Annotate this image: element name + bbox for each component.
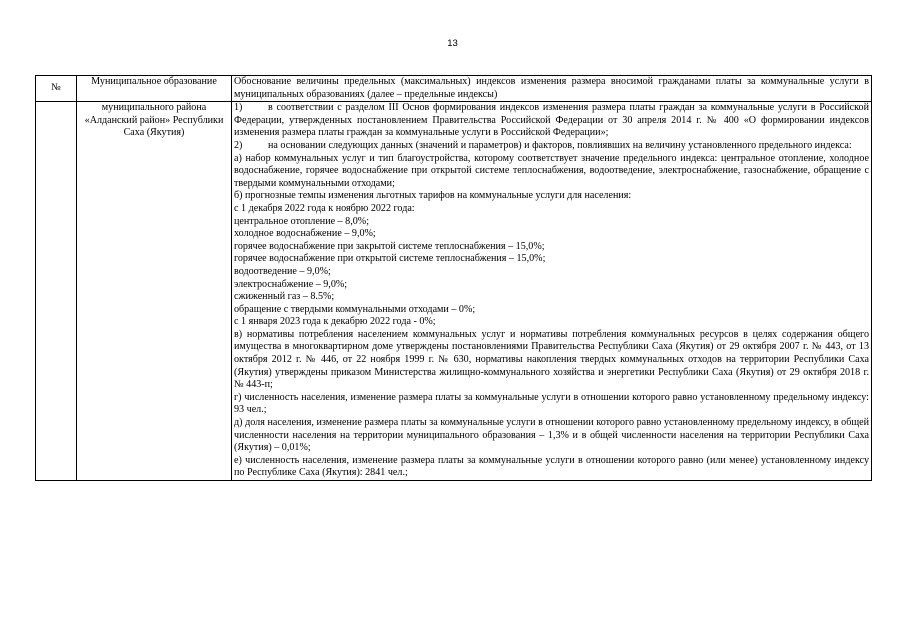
paragraph-b: б) прогнозные темпы изменения льготных тарифов на коммунальные услуги для населения: [234,190,632,202]
rate-sewerage: водоотведение – 9,0%; [234,265,331,277]
rate-heating: центральное отопление – 8,0%; [234,215,370,227]
item-number: 2) [234,139,243,151]
rate-electricity: электроснабжение – 9,0%; [234,278,348,290]
paragraph-d: д) доля населения, изменение размера платы за коммунальные услуги в отношении которого равно установленному предельному индексу, в общей численности населения на территории муниципального образования – 1,3% и в общей численности населения на территории Республики Саха (Якутия) – 0,01%; [234,417,869,454]
page-number: 13 [447,38,458,49]
period-jan-2023: с 1 января 2023 года к декабрю 2022 года - 0%; [234,316,436,328]
paragraph-g: г) численность населения, изменение размера платы за коммунальные услуги в отношении которого равно установленному предельному индексу: 93 чел.; [234,391,869,416]
paragraph-v: в) нормативы потребления населением коммунальных услуг и нормативы потребления коммунальных ресурсов в целях содержания общего имущества в многоквартирном доме утверждены постановлениями Правительства Республики Саха (Якутия) от 29 октября 2007 г. № 443, от 13 октября 2012 г. № 446, от 22 ноября 1999 г. № 630, нормативы накопления твердых коммунальных отходов на территории Республики Саха (Якутия) утверждены приказом Министерства жилищно-коммунального хозяйства и энергетики Республики Саха (Якутия) от 29 октября 2018 г. № 443-п; [234,328,869,391]
index-justification-table [35,75,872,481]
numbered-item-1 [234,102,869,140]
item-number: 1) [234,102,243,114]
header-municipality: Муниципальное образование [77,76,232,102]
rate-hot-water-open: горячее водоснабжение при открытой системе теплоснабжения – 15,0%; [234,253,546,265]
justification-cell [232,102,872,481]
rate-liquefied-gas: сжиженный газ – 8.5%; [234,291,335,303]
rate-hot-water-closed: горячее водоснабжение при закрытой системе теплоснабжения – 15,0%; [234,240,545,252]
item-text: на основании следующих данных (значений и параметров) и факторов, повлиявших на величину установленного предельного индекса: [268,139,852,151]
header-number: № [36,76,77,102]
row-number-cell [36,102,77,481]
municipality-cell: муниципального района «Алданский район» Республики Саха (Якутия) [77,102,232,481]
item-text: в соответствии с разделом III Основ формирования индексов изменения размера платы граждан за коммунальные услуги в Российской Федерации, утвержденных постановлением Правительства Российской Федерации от 30 апреля 2014 г. № 400 «О формировании индексов изменения размера платы граждан за коммунальные услуги в Российской Федерации»; [234,102,869,139]
table-header-row [36,76,872,102]
rate-solid-waste: обращение с твердыми коммунальными отходами – 0%; [234,303,476,315]
numbered-item-2 [234,140,869,153]
paragraph-a: а) набор коммунальных услуг и тип благоустройства, которому соответствует значение предельного индекса: центральное отопление, холодное водоснабжение, горячее водоснабжение при открытой системе теплоснабжения, водоотведение, электроснабжение, газоснабжение, обращение с твердыми коммунальными отходами; [234,152,869,189]
header-justification: Обоснование величины предельных (максимальных) индексов изменения размера вносимой гражданами платы за коммунальные услуги в муниципальных образованиях (далее – предельные индексы) [232,76,872,102]
rate-cold-water: холодное водоснабжение – 9,0%; [234,228,376,240]
table-row [36,102,872,481]
period-dec-2022: с 1 декабря 2022 года к ноябрю 2022 года: [234,202,415,214]
paragraph-e: е) численность населения, изменение размера платы за коммунальные услуги в отношении которого равно (или менее) установленному индексу по Республике Саха (Якутия): 2841 чел.; [234,454,869,479]
